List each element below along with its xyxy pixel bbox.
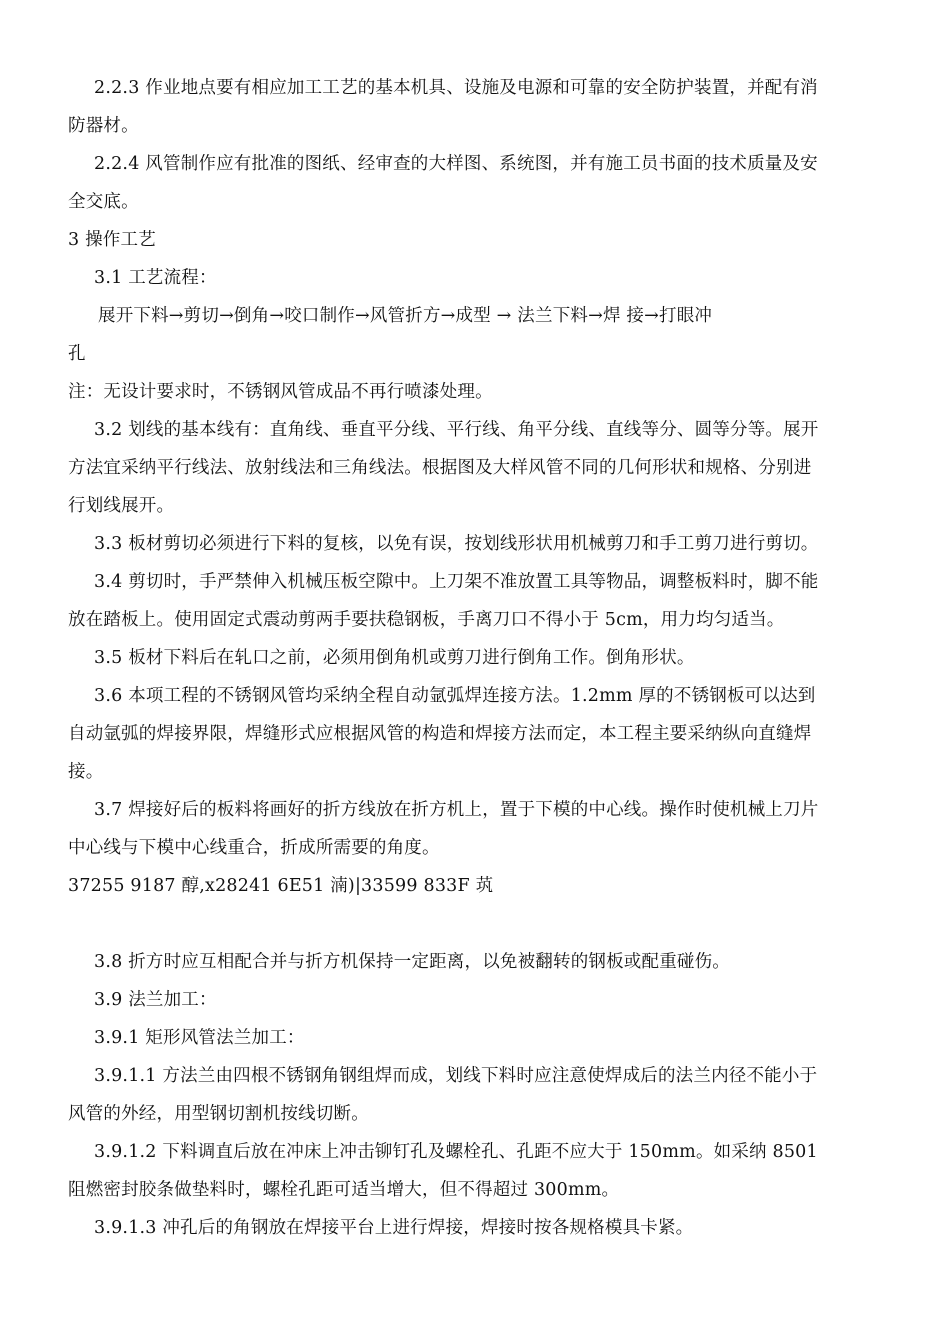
paragraph-3-9-1-1-line-2: 风管的外经，用型钢切割机按线切断。 <box>68 1104 369 1124</box>
paragraph-3-6-line-2: 自动氩弧的焊接界限，焊缝形式应根据风管的构造和焊接方法而定，本工程主要采纳纵向直缝焊 <box>68 724 812 744</box>
paragraph-3-6-line-3: 接。 <box>68 762 104 782</box>
paragraph-3-4-line-1: 3.4 剪切时，手严禁伸入机械压板空隙中。上刀架不准放置工具等物品，调整板料时，脚不能 <box>94 572 819 592</box>
paragraph-3-9-1-3-line-1: 3.9.1.3 冲孔后的角钢放在焊接平台上进行焊接，焊接时按各规格模具卡紧。 <box>94 1218 694 1238</box>
paragraph-3-9-1-2-line-2: 阻燃密封胶条做垫料时，螺栓孔距可适当增大，但不得超过 300mm。 <box>68 1180 620 1200</box>
paragraph-3-3-line-1: 3.3 板材剪切必须进行下料的复核，以免有误，按划线形状用机械剪刀和手工剪刀进行剪切。 <box>94 534 819 554</box>
garbled-code-line: 37255 9187 醇,x28241 6E51 湳)|33599 833F 茿 <box>68 876 494 896</box>
paragraph-2-2-4-line-1: 2.2.4 风管制作应有批准的图纸、经审查的大样图、系统图，并有施工员书面的技术质量及安 <box>94 154 818 174</box>
paragraph-3-6-line-1: 3.6 本项工程的不锈钢风管均采纳全程自动氩弧焊连接方法。1.2mm 厚的不锈钢板可以达到 <box>94 686 816 706</box>
paragraph-3-7-line-1: 3.7 焊接好后的板料将画好的折方线放在折方机上，置于下模的中心线。操作时使机械上刀片 <box>94 800 819 820</box>
section-3-9-heading: 3.9 法兰加工： <box>94 990 217 1010</box>
paragraph-3-9-1-1-line-1: 3.9.1.1 方法兰由四根不锈钢角钢组焊而成，划线下料时应注意使焊成后的法兰内径不能小于 <box>94 1066 818 1086</box>
paragraph-2-2-3-line-2: 防器材。 <box>68 116 139 136</box>
paragraph-3-2-line-2: 方法宜采纳平行线法、放射线法和三角线法。根据图及大样风管不同的几何形状和规格、分别进 <box>68 458 812 478</box>
paragraph-2-2-4-line-2: 全交底。 <box>68 192 139 212</box>
paragraph-3-7-line-2: 中心线与下模中心线重合，折成所需要的角度。 <box>68 838 440 858</box>
paragraph-2-2-3-line-1: 2.2.3 作业地点要有相应加工工艺的基本机具、设施及电源和可靠的安全防护装置，并配有消 <box>94 78 818 98</box>
paragraph-3-9-1-2-line-1: 3.9.1.2 下料调直后放在冲床上冲击铆钉孔及螺栓孔、孔距不应大于 150mm。如采纳 8501 <box>94 1142 818 1162</box>
paragraph-3-2-line-1: 3.2 划线的基本线有：直角线、垂直平分线、平行线、角平分线、直线等分、圆等分等。展开 <box>94 420 819 440</box>
paragraph-3-8-line-1: 3.8 折方时应互相配合并与折方机保持一定距离，以免被翻转的钢板或配重碰伤。 <box>94 952 730 972</box>
section-3-1-heading: 3.1 工艺流程： <box>94 268 217 288</box>
paragraph-3-2-line-3: 行划线展开。 <box>68 496 175 516</box>
process-flow-line-1: 展开下料→剪切→倒角→咬口制作→风管折方→成型 → 法兰下料→焊 接→打眼冲 <box>98 306 713 326</box>
paragraph-3-5-line-1: 3.5 板材下料后在轧口之前，必须用倒角机或剪刀进行倒角工作。倒角形状。 <box>94 648 695 668</box>
section-3-heading: 3 操作工艺 <box>68 230 156 250</box>
process-flow-line-2: 孔 <box>68 344 86 364</box>
paragraph-3-4-line-2: 放在踏板上。使用固定式震动剪两手要扶稳钢板，手离刀口不得小于 5cm，用力均匀适当。 <box>68 610 785 630</box>
section-3-9-1-heading: 3.9.1 矩形风管法兰加工： <box>94 1028 305 1048</box>
note-line: 注：无设计要求时，不锈钢风管成品不再行喷漆处理。 <box>68 382 493 402</box>
